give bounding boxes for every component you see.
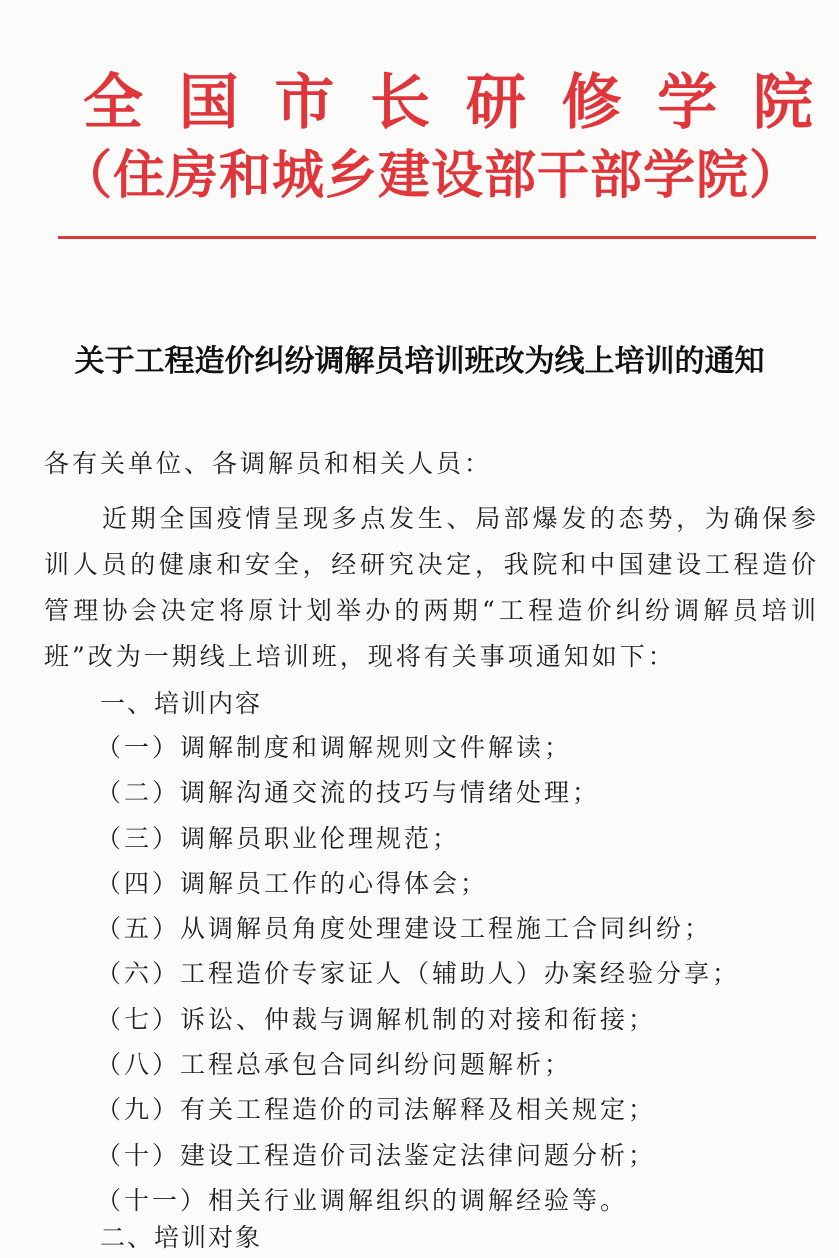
section-heading-training-content: 一、培训内容 (100, 689, 263, 718)
list-item: （六）工程造价专家证人（辅助人）办案经验分享； (96, 959, 741, 989)
letterhead-char: 院 (752, 68, 813, 138)
list-item: （九）有关工程造价的司法解释及相关规定； (96, 1095, 657, 1125)
letterhead-divider (58, 236, 816, 239)
list-item: （一）调解制度和调解规则文件解读； (96, 733, 573, 762)
letterhead-char: 全 (83, 68, 143, 138)
list-item: （四）调解员工作的心得体会； (96, 868, 489, 898)
letterhead-char: 修 (561, 68, 622, 138)
list-item: （五）从调解员角度处理建设工程施工合同纠纷； (96, 914, 713, 944)
letterhead-institution-name (78, 70, 818, 136)
list-item: （三）调解员职业伦理规范； (96, 823, 461, 853)
letterhead-subtitle: （住房和城乡建设部干部学院） (60, 146, 803, 206)
list-item: （十）建设工程造价司法鉴定法律问题分析； (96, 1140, 657, 1170)
letterhead-char: 国 (178, 68, 239, 138)
list-item: （八）工程总承包合同纠纷问题解析； (96, 1050, 573, 1080)
letterhead-char: 长 (370, 68, 431, 138)
body-paragraph: 近期全国疫情呈现多点发生、局部爆发的态势，为确保参训人员的健康和安全，经研究决定，我院和中国建设工程造价管理协会决定将原计划举办的两期“工程造价纠纷调解员培训班”改为一期线上培训班，现将有关事项通知如下： (44, 504, 819, 671)
training-content-list (96, 728, 740, 1226)
list-item: （七）诉讼、仲裁与调解机制的对接和衔接； (96, 1004, 657, 1034)
notice-title: 关于工程造价纠纷调解员培训班改为线上培训的通知 (74, 344, 765, 379)
salutation: 各有关单位、各调解员和相关人员： (44, 449, 493, 478)
list-item: （十一）相关行业调解组织的调解经验等。 (96, 1185, 629, 1215)
list-item: （二）调解沟通交流的技巧与情绪处理； (96, 778, 601, 808)
letterhead-char: 市 (274, 68, 335, 138)
letterhead-char: 研 (465, 68, 526, 138)
section-heading-training-target: 二、培训对象 (100, 1223, 263, 1252)
letterhead-char: 学 (657, 68, 718, 138)
